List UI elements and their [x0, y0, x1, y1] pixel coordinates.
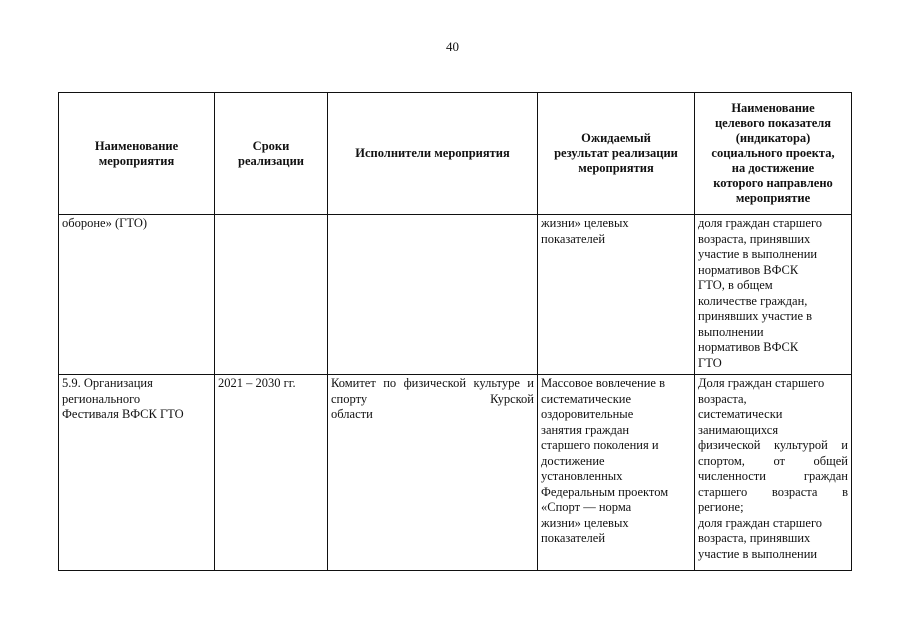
- table-row: [59, 215, 852, 375]
- header-target-indicator: Наименование целевого показателя (индикатора) социального проекта, на достижение которого направлено мероприятие: [695, 93, 852, 215]
- indicator-text-3: регионе; доля граждан старшего возраста, принявших участие в выполнении: [698, 500, 823, 561]
- cell-target-indicator: [695, 375, 852, 571]
- executors-text-end: области: [331, 407, 373, 421]
- indicator-text-2: физической культурой и спортом, от общей численности граждан старшего возраста в: [698, 438, 848, 499]
- cell-target-indicator: доля граждан старшего возраста, принявших участие в выполнении нормативов ВФСК ГТО, в общем количестве граждан, принявших участие в выполнении нормативов ВФСК ГТО: [695, 215, 852, 375]
- header-executors: Исполнители мероприятия: [328, 93, 538, 215]
- header-period: Сроки реализации: [215, 93, 328, 215]
- page-number: 40: [446, 39, 459, 54]
- header-expected-result: Ожидаемый результат реализации мероприятия: [538, 93, 695, 215]
- cell-executors: [328, 375, 538, 571]
- cell-activity-name: обороне» (ГТО): [59, 215, 215, 375]
- cell-executors: [328, 215, 538, 375]
- table-header-row: [59, 93, 852, 215]
- cell-period: 2021 – 2030 гг.: [215, 375, 328, 571]
- cell-activity-name: 5.9. Организация регионального Фестиваля ВФСК ГТО: [59, 375, 215, 571]
- document-table: [58, 92, 852, 571]
- table-row: [59, 375, 852, 571]
- cell-expected-result: Массовое вовлечение в систематические оздоровительные занятия граждан старшего поколения и достижение установленных Федеральным проектом «Спорт — норма жизни» целевых показателей: [538, 375, 695, 571]
- cell-expected-result: жизни» целевых показателей: [538, 215, 695, 375]
- indicator-text-1: Доля граждан старшего возраста, систематически занимающихся: [698, 376, 825, 437]
- header-activity-name: Наименование мероприятия: [59, 93, 215, 215]
- cell-period: [215, 215, 328, 375]
- executors-text: Комитет по физической культуре и спорту Курской: [331, 376, 534, 406]
